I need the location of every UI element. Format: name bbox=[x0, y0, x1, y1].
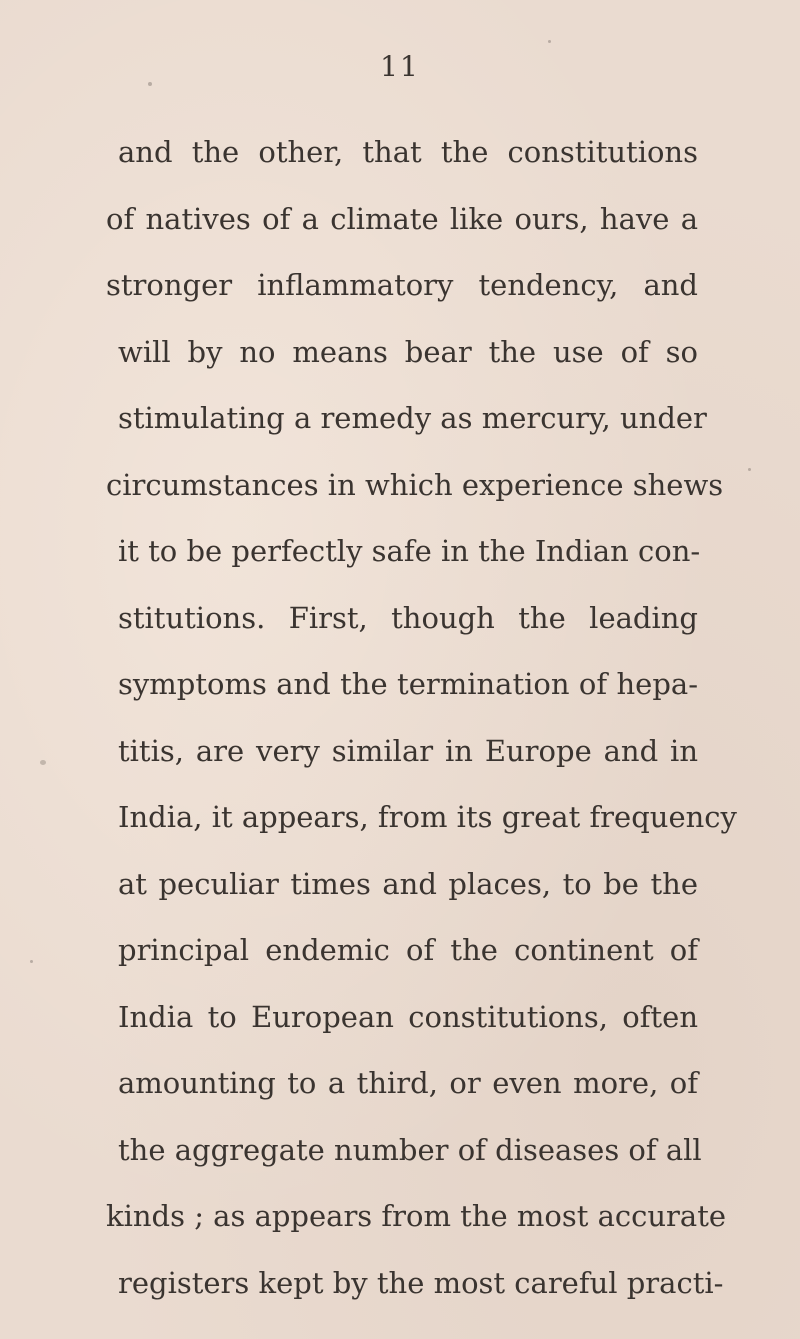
text-line-15: amounting to a third, or even more, of bbox=[118, 1066, 698, 1100]
text-line-16: the aggregate number of diseases of all bbox=[118, 1132, 702, 1167]
text-line-6: circumstances in which experience shews bbox=[106, 467, 724, 502]
text-line-9: symptoms and the termination of hepa- bbox=[118, 667, 698, 701]
text-line-5: stimulating a remedy as mercury, under bbox=[118, 401, 707, 435]
text-line-11: India, it appears, from its great frequency bbox=[118, 800, 737, 834]
text-line-17: kinds ; as appears from the most accurate bbox=[106, 1199, 727, 1233]
text-line-10: titis, are very similar in Europe and in bbox=[118, 733, 698, 768]
text-line-18: registers kept by the most careful practi- bbox=[118, 1265, 724, 1300]
page-number: 11 bbox=[380, 50, 420, 83]
paper-speck bbox=[548, 40, 551, 43]
text-line-8: stitutions. First, though the leading bbox=[118, 600, 698, 635]
text-line-14: India to European constitutions, often bbox=[118, 999, 698, 1034]
paper-speck bbox=[748, 468, 751, 471]
text-line-4: will by no means bear the use of so bbox=[118, 334, 698, 369]
text-line-1: and the other, that the constitutions bbox=[118, 135, 698, 169]
text-line-12: at peculiar times and places, to be the bbox=[118, 866, 698, 901]
paper-speck bbox=[30, 960, 33, 963]
text-line-13: principal endemic of the continent of bbox=[118, 933, 698, 967]
text-line-3: stronger inflammatory tendency, and bbox=[106, 268, 698, 302]
paper-speck bbox=[40, 760, 46, 765]
text-line-7: it to be perfectly safe in the Indian con- bbox=[118, 534, 701, 568]
text-line-2: of natives of a climate like ours, have a bbox=[106, 201, 698, 236]
paper-speck bbox=[148, 82, 152, 86]
